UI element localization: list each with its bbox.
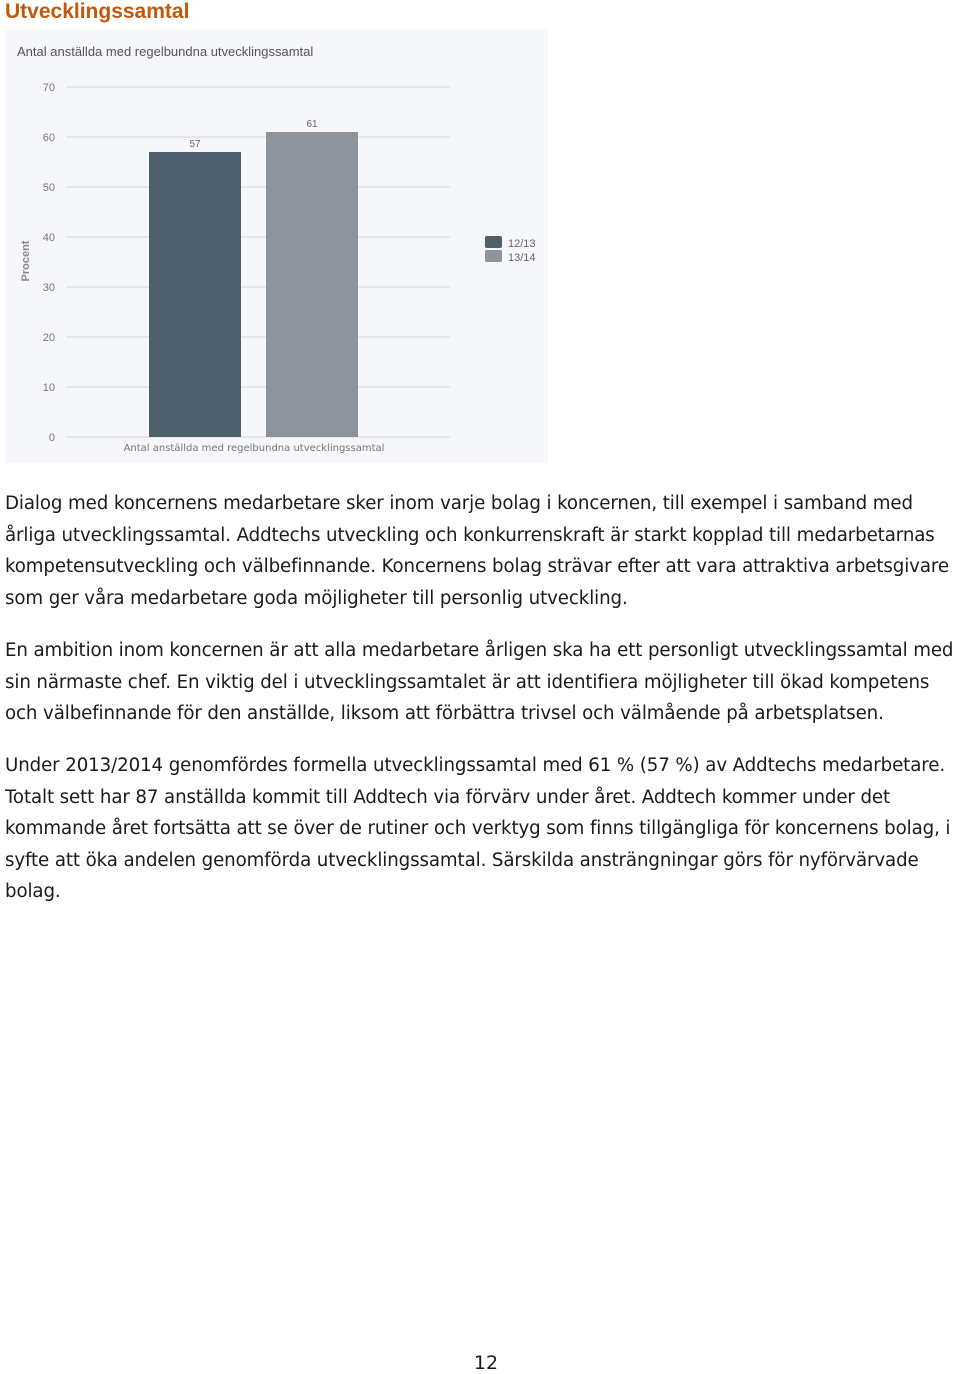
bar-chart xyxy=(5,29,548,463)
y-tick-label: 10 xyxy=(42,382,55,394)
y-tick-label: 20 xyxy=(42,332,55,344)
data-label: 57 xyxy=(189,139,201,150)
section-heading: Utvecklingssamtal xyxy=(5,0,190,23)
page-number: 12 xyxy=(473,1352,499,1374)
y-tick-label: 30 xyxy=(42,282,55,294)
paragraph-1: Dialog med koncernens medarbetare sker inom varje bolag i koncernen, till exempel i samband med årliga utvecklingssamtal. Addtechs utveckling och konkurrenskraft är starkt kopplad till medarbetarnas kompetensutveckling och välbefinnande. Koncernens bolag strävar efter att vara attraktiva arbetsgivare som ger våra medarbetare goda möjligheter till personlig utveckling. xyxy=(5,493,949,609)
legend-swatch xyxy=(485,236,502,248)
legend-label: 12/13 xyxy=(508,238,536,250)
bar-12-13 xyxy=(149,152,241,437)
paragraph-2: En ambition inom koncernen är att alla medarbetare årligen ska ha ett personligt utvecklingssamtal med sin närmaste chef. En viktig del i utvecklingssamtalet är att identifiera möjligheter till ökad kompetens och välbefinnande för den anställde, liksom att förbättra trivsel och välmående på arbetsplatsen. xyxy=(5,640,954,724)
y-tick-label: 40 xyxy=(42,232,55,244)
y-grid xyxy=(43,82,450,444)
paragraph-3: Under 2013/2014 genomfördes formella utvecklingssamtal med 61 % (57 %) av Addtechs medarbetare. Totalt sett har 87 anställda kommit till Addtech via förvärv under året. Addtech kommer under det kommande året fortsätta att se över de rutiner och verktyg som finns tillgängliga för koncernens bolag, i syfte att öka andelen genomförda utvecklingssamtal. Särskilda ansträngningar görs för nyförvärvade bolag. xyxy=(5,755,951,902)
bars xyxy=(149,119,358,437)
y-tick-label: 70 xyxy=(42,82,55,94)
legend-label: 13/14 xyxy=(508,252,536,264)
y-axis-label: Procent xyxy=(20,240,32,282)
data-label: 61 xyxy=(306,119,318,130)
y-tick-label: 50 xyxy=(42,182,55,194)
chart-panel xyxy=(5,29,548,463)
bar-13-14 xyxy=(266,132,358,437)
x-axis-category-label: Antal anställda med regelbundna utvecklingssamtal xyxy=(123,443,385,454)
y-tick-label: 0 xyxy=(48,432,55,444)
legend xyxy=(485,236,536,264)
legend-swatch xyxy=(485,250,502,262)
chart-title: Antal anställda med regelbundna utvecklingssamtal xyxy=(17,44,314,59)
y-tick-label: 60 xyxy=(42,132,55,144)
